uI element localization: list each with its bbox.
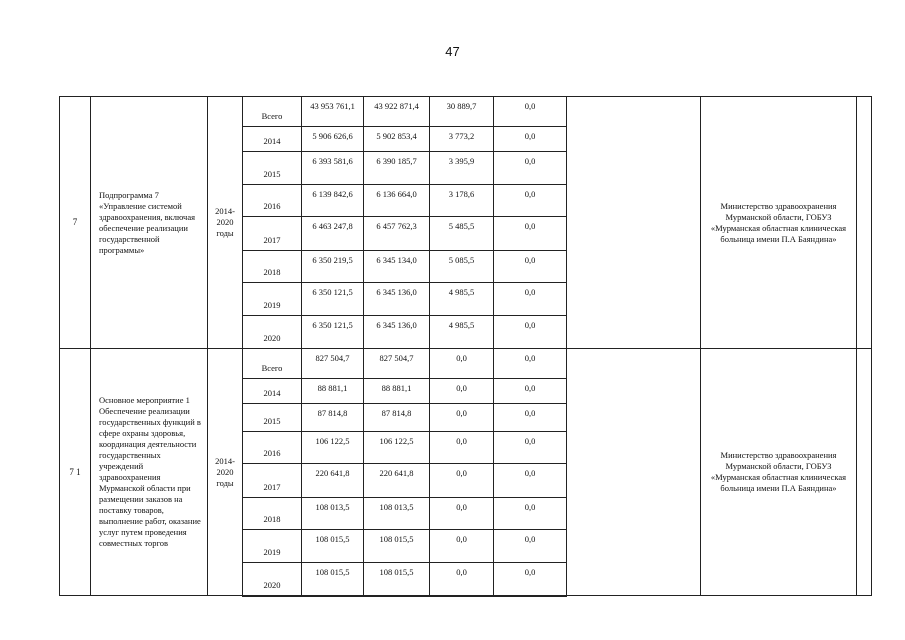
regional-budget: 6 345 136,0 [364, 283, 430, 316]
executor: Министерство здравоохранения Мурманской области, ГОБУЗ «Мурманская областная клиническая больница имени П.А Баяндина» [701, 97, 857, 349]
year-label: Всего [243, 97, 302, 127]
total-funding: 108 015,5 [302, 563, 364, 596]
regional-budget: 5 902 853,4 [364, 127, 430, 152]
year-label: 2017 [243, 217, 302, 251]
total-funding: 6 463 247,8 [302, 217, 364, 251]
row-number: 7 1 [60, 349, 91, 596]
other-sources: 0,0 [494, 563, 567, 596]
implementation-period: 2014- 2020 годы [208, 349, 243, 596]
federal-budget: 4 985,5 [430, 283, 494, 316]
federal-budget: 0,0 [430, 349, 494, 379]
year-label: 2016 [243, 185, 302, 217]
year-label: 2019 [243, 530, 302, 563]
total-funding: 106 122,5 [302, 432, 364, 464]
federal-budget: 0,0 [430, 379, 494, 404]
regional-budget: 87 814,8 [364, 404, 430, 432]
other-sources: 0,0 [494, 97, 567, 127]
regional-budget: 6 390 185,7 [364, 152, 430, 185]
program-budget-table [59, 96, 872, 597]
year-label: 2016 [243, 432, 302, 464]
other-sources: 0,0 [494, 127, 567, 152]
regional-budget: 6 136 664,0 [364, 185, 430, 217]
year-label: 2014 [243, 379, 302, 404]
other-sources: 0,0 [494, 530, 567, 563]
regional-budget: 108 015,5 [364, 563, 430, 596]
regional-budget: 108 013,5 [364, 498, 430, 530]
other-sources: 0,0 [494, 152, 567, 185]
regional-budget: 220 641,8 [364, 464, 430, 498]
table-body [60, 97, 872, 596]
federal-budget: 3 773,2 [430, 127, 494, 152]
other-sources: 0,0 [494, 251, 567, 283]
total-funding: 108 015,5 [302, 530, 364, 563]
federal-budget: 3 395,9 [430, 152, 494, 185]
indicator-cell [567, 349, 701, 596]
year-label: 2015 [243, 152, 302, 185]
other-sources: 0,0 [494, 379, 567, 404]
total-funding: 6 350 121,5 [302, 316, 364, 349]
total-funding: 6 393 581,6 [302, 152, 364, 185]
year-label: 2017 [243, 464, 302, 498]
other-sources: 0,0 [494, 217, 567, 251]
other-sources: 0,0 [494, 464, 567, 498]
executor: Министерство здравоохранения Мурманской области, ГОБУЗ «Мурманская областная клиническая больница имени П.А Баяндина» [701, 349, 857, 596]
table-row [60, 97, 872, 127]
other-sources: 0,0 [494, 185, 567, 217]
federal-budget: 0,0 [430, 432, 494, 464]
total-funding: 220 641,8 [302, 464, 364, 498]
year-label: 2020 [243, 563, 302, 596]
program-name: Подпрограмма 7 «Управление системой здравоохранения, включая обеспечение реализации государственной программы» [91, 97, 208, 349]
regional-budget: 88 881,1 [364, 379, 430, 404]
federal-budget: 0,0 [430, 464, 494, 498]
row-number: 7 [60, 97, 91, 349]
total-funding: 87 814,8 [302, 404, 364, 432]
year-label: 2015 [243, 404, 302, 432]
year-label: Всего [243, 349, 302, 379]
regional-budget: 6 345 136,0 [364, 316, 430, 349]
federal-budget: 0,0 [430, 404, 494, 432]
page-number: 47 [445, 44, 460, 59]
program-name: Основное мероприятие 1 Обеспечение реализации государственных функций в сфере охраны здоровья, координация деятельности государственных учреждений здравоохранения Мурманской области при размещении заказов на поставку товаров, выполнение работ, оказание услуг путем проведения совместных торгов [91, 349, 208, 596]
total-funding: 6 139 842,6 [302, 185, 364, 217]
other-sources: 0,0 [494, 316, 567, 349]
federal-budget: 3 178,6 [430, 185, 494, 217]
year-label: 2014 [243, 127, 302, 152]
regional-budget: 108 015,5 [364, 530, 430, 563]
table-row [60, 349, 872, 379]
federal-budget: 4 985,5 [430, 316, 494, 349]
other-sources: 0,0 [494, 283, 567, 316]
regional-budget: 43 922 871,4 [364, 97, 430, 127]
federal-budget: 0,0 [430, 498, 494, 530]
total-funding: 827 504,7 [302, 349, 364, 379]
total-funding: 5 906 626,6 [302, 127, 364, 152]
total-funding: 6 350 219,5 [302, 251, 364, 283]
federal-budget: 0,0 [430, 563, 494, 596]
total-funding: 6 350 121,5 [302, 283, 364, 316]
other-sources: 0,0 [494, 432, 567, 464]
year-label: 2018 [243, 498, 302, 530]
other-sources: 0,0 [494, 498, 567, 530]
margin-cell [857, 97, 872, 349]
total-funding: 88 881,1 [302, 379, 364, 404]
federal-budget: 30 889,7 [430, 97, 494, 127]
other-sources: 0,0 [494, 404, 567, 432]
total-funding: 108 013,5 [302, 498, 364, 530]
regional-budget: 6 457 762,3 [364, 217, 430, 251]
implementation-period: 2014- 2020 годы [208, 97, 243, 349]
total-funding: 43 953 761,1 [302, 97, 364, 127]
year-label: 2019 [243, 283, 302, 316]
federal-budget: 0,0 [430, 530, 494, 563]
year-label: 2018 [243, 251, 302, 283]
federal-budget: 5 085,5 [430, 251, 494, 283]
indicator-cell [567, 97, 701, 349]
margin-cell [857, 349, 872, 596]
federal-budget: 5 485,5 [430, 217, 494, 251]
other-sources: 0,0 [494, 349, 567, 379]
regional-budget: 6 345 134,0 [364, 251, 430, 283]
regional-budget: 827 504,7 [364, 349, 430, 379]
regional-budget: 106 122,5 [364, 432, 430, 464]
year-label: 2020 [243, 316, 302, 349]
